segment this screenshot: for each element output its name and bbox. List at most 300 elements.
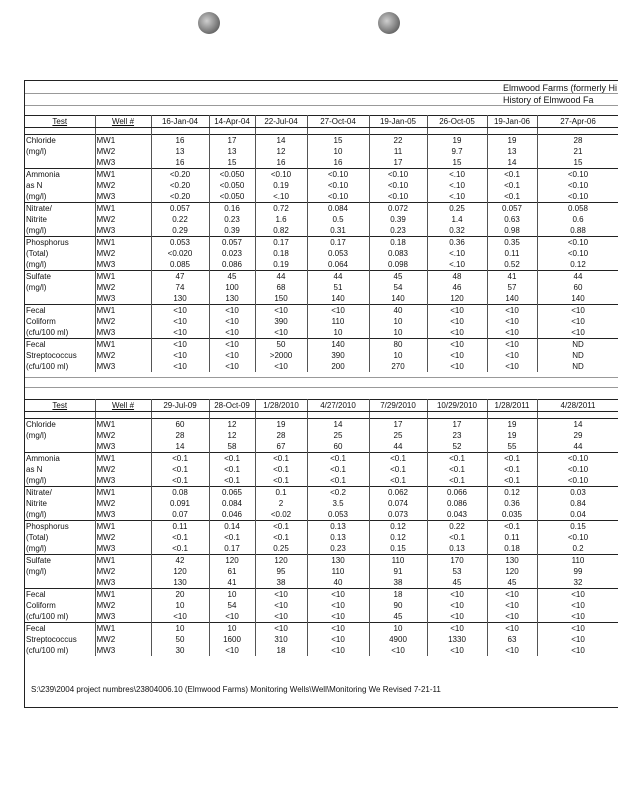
result-cell: 0.12 <box>369 521 427 533</box>
well-id: MW2 <box>95 634 151 645</box>
result-cell: 10 <box>369 327 427 339</box>
result-cell: 130 <box>151 293 209 305</box>
result-cell: <10 <box>151 339 209 351</box>
result-cell: <0.10 <box>537 532 618 543</box>
table-row <box>25 600 618 611</box>
result-cell: 0.98 <box>487 225 537 237</box>
result-cell: 28 <box>151 430 209 441</box>
result-cell: 16 <box>151 135 209 147</box>
test-label: Chloride <box>25 135 95 147</box>
result-cell: 60 <box>151 419 209 431</box>
result-cell: 0.046 <box>209 509 255 521</box>
result-cell: <10 <box>307 305 369 317</box>
result-cell: 0.18 <box>369 237 427 249</box>
result-cell: 0.12 <box>487 487 537 499</box>
result-cell: 110 <box>307 566 369 577</box>
result-cell: <0.050 <box>209 169 255 181</box>
result-cell: <10 <box>209 316 255 327</box>
test-label <box>25 441 95 453</box>
result-cell: 4900 <box>369 634 427 645</box>
result-cell: <0.020 <box>151 248 209 259</box>
test-label: (mg/l) <box>25 475 95 487</box>
result-cell: 25 <box>307 430 369 441</box>
result-cell: 54 <box>369 282 427 293</box>
result-cell: 90 <box>369 600 427 611</box>
result-cell: 200 <box>307 361 369 372</box>
result-cell: 0.6 <box>537 214 618 225</box>
result-cell: <10 <box>487 589 537 601</box>
result-cell: <10 <box>487 623 537 635</box>
well-id: MW3 <box>95 225 151 237</box>
table-row <box>25 441 618 453</box>
result-cell: <10 <box>151 305 209 317</box>
result-cell: <0.1 <box>151 475 209 487</box>
header-date: 1/28/2011 <box>487 400 537 412</box>
test-label: Nitrate/ <box>25 487 95 499</box>
well-id: MW3 <box>95 327 151 339</box>
table-row <box>25 305 618 317</box>
result-cell: <0.1 <box>151 543 209 555</box>
test-label: (cfu/100 ml) <box>25 327 95 339</box>
result-cell: 10 <box>307 146 369 157</box>
well-id: MW2 <box>95 282 151 293</box>
result-cell: <10 <box>537 611 618 623</box>
table-row <box>25 350 618 361</box>
result-cell: 0.11 <box>487 248 537 259</box>
result-cell: 0.074 <box>369 498 427 509</box>
result-cell: 0.13 <box>307 521 369 533</box>
result-cell: <10 <box>487 645 537 656</box>
results-table-2004-2006 <box>25 115 618 372</box>
result-cell: 11 <box>369 146 427 157</box>
result-cell: 0.057 <box>151 203 209 215</box>
result-cell: <10 <box>427 600 487 611</box>
result-cell: 0.13 <box>427 543 487 555</box>
result-cell: <0.10 <box>537 237 618 249</box>
test-label: (mg/l) <box>25 225 95 237</box>
result-cell: <0.1 <box>487 475 537 487</box>
result-cell: 100 <box>209 282 255 293</box>
result-cell: 60 <box>307 441 369 453</box>
header-date: 14-Apr-04 <box>209 116 255 128</box>
result-cell: 0.36 <box>427 237 487 249</box>
table-row <box>25 259 618 271</box>
test-label: Ammonia <box>25 453 95 465</box>
table-row <box>25 282 618 293</box>
result-cell: 19 <box>255 419 307 431</box>
result-cell: 67 <box>255 441 307 453</box>
result-cell: 38 <box>255 577 307 589</box>
result-cell: 1330 <box>427 634 487 645</box>
well-id: MW3 <box>95 259 151 271</box>
table-row <box>25 146 618 157</box>
result-cell: <0.10 <box>369 180 427 191</box>
result-cell: <10 <box>427 361 487 372</box>
result-cell: <0.1 <box>487 464 537 475</box>
result-cell: <10 <box>537 634 618 645</box>
table-row <box>25 316 618 327</box>
result-cell: 0.15 <box>369 543 427 555</box>
test-label <box>25 293 95 305</box>
result-cell: <0.1 <box>487 169 537 181</box>
table-row <box>25 453 618 465</box>
result-cell: 0.72 <box>255 203 307 215</box>
result-cell: 0.18 <box>255 248 307 259</box>
result-cell: 30 <box>151 645 209 656</box>
table-row <box>25 430 618 441</box>
result-cell: 58 <box>209 441 255 453</box>
result-cell: 22 <box>369 135 427 147</box>
punch-hole-right <box>378 12 400 34</box>
result-cell: <0.1 <box>255 464 307 475</box>
well-id: MW3 <box>95 645 151 656</box>
report-title: Elmwood Farms (formerly Hi <box>503 83 618 93</box>
table-row <box>25 248 618 259</box>
result-cell: <10 <box>487 361 537 372</box>
result-cell: <.10 <box>255 191 307 203</box>
result-cell: 0.043 <box>427 509 487 521</box>
table-row <box>25 225 618 237</box>
result-cell: <10 <box>427 339 487 351</box>
result-cell: <0.1 <box>427 532 487 543</box>
result-cell: 42 <box>151 555 209 567</box>
test-label: Ammonia <box>25 169 95 181</box>
result-cell: 53 <box>427 566 487 577</box>
test-label: Fecal <box>25 339 95 351</box>
test-label: (mg/l) <box>25 430 95 441</box>
well-id: MW3 <box>95 441 151 453</box>
table-row <box>25 589 618 601</box>
table-row <box>25 419 618 431</box>
table-row <box>25 611 618 623</box>
result-cell: 0.12 <box>369 532 427 543</box>
well-id: MW1 <box>95 203 151 215</box>
result-cell: 390 <box>307 350 369 361</box>
result-cell: <0.1 <box>151 532 209 543</box>
result-cell: 0.035 <box>487 509 537 521</box>
result-cell: 25 <box>369 430 427 441</box>
result-cell: 60 <box>537 282 618 293</box>
header-date: 1/28/2010 <box>255 400 307 412</box>
result-cell: 0.058 <box>537 203 618 215</box>
result-cell: 140 <box>307 293 369 305</box>
result-cell: 14 <box>151 441 209 453</box>
test-label: (mg/l) <box>25 566 95 577</box>
result-cell: 44 <box>369 441 427 453</box>
test-label: (cfu/100 ml) <box>25 645 95 656</box>
result-cell: 0.057 <box>487 203 537 215</box>
well-id: MW3 <box>95 475 151 487</box>
result-cell: 130 <box>487 555 537 567</box>
result-cell: <10 <box>427 645 487 656</box>
test-label: (Total) <box>25 248 95 259</box>
result-cell: <10 <box>307 645 369 656</box>
result-cell: 15 <box>537 157 618 169</box>
result-cell: 0.63 <box>487 214 537 225</box>
result-cell: <10 <box>427 623 487 635</box>
result-cell: <0.10 <box>537 453 618 465</box>
result-cell: 46 <box>427 282 487 293</box>
result-cell: 110 <box>537 555 618 567</box>
table-row <box>25 191 618 203</box>
table-row <box>25 237 618 249</box>
well-id: MW1 <box>95 305 151 317</box>
result-cell: <0.1 <box>151 464 209 475</box>
result-cell: ND <box>537 350 618 361</box>
result-cell: <10 <box>427 316 487 327</box>
result-cell: 110 <box>307 316 369 327</box>
well-id: MW1 <box>95 419 151 431</box>
result-cell: 55 <box>487 441 537 453</box>
result-cell: 80 <box>369 339 427 351</box>
result-cell: 29 <box>537 430 618 441</box>
result-cell: <0.1 <box>255 453 307 465</box>
header-date: 26-Oct-05 <box>427 116 487 128</box>
result-cell: 120 <box>209 555 255 567</box>
result-cell: 74 <box>151 282 209 293</box>
result-cell: <0.1 <box>209 475 255 487</box>
result-cell: <0.1 <box>209 532 255 543</box>
result-cell: 14 <box>307 419 369 431</box>
result-cell: 0.057 <box>209 237 255 249</box>
well-id: MW2 <box>95 248 151 259</box>
test-label: as N <box>25 180 95 191</box>
result-cell: 0.072 <box>369 203 427 215</box>
table-row <box>25 339 618 351</box>
table-row <box>25 327 618 339</box>
result-cell: 0.18 <box>487 543 537 555</box>
well-id: MW2 <box>95 498 151 509</box>
test-label: Nitrate/ <box>25 203 95 215</box>
table-row <box>25 464 618 475</box>
result-cell: 16 <box>255 157 307 169</box>
result-cell: <10 <box>209 305 255 317</box>
result-cell: 10 <box>209 589 255 601</box>
result-cell: <0.10 <box>537 180 618 191</box>
header-date: 4/27/2010 <box>307 400 369 412</box>
result-cell: <10 <box>255 327 307 339</box>
result-cell: 1600 <box>209 634 255 645</box>
well-id: MW1 <box>95 237 151 249</box>
result-cell: <10 <box>307 623 369 635</box>
result-cell: 28 <box>537 135 618 147</box>
result-cell: <10 <box>537 600 618 611</box>
result-cell: 45 <box>209 271 255 283</box>
result-cell: 170 <box>427 555 487 567</box>
result-cell: <10 <box>487 600 537 611</box>
result-cell: <0.1 <box>307 475 369 487</box>
result-cell: 0.29 <box>151 225 209 237</box>
table-row <box>25 293 618 305</box>
result-cell: 63 <box>487 634 537 645</box>
table-row <box>25 203 618 215</box>
well-id: MW2 <box>95 600 151 611</box>
well-id: MW3 <box>95 611 151 623</box>
result-cell: 15 <box>209 157 255 169</box>
table-row <box>25 157 618 169</box>
result-cell: <10 <box>427 611 487 623</box>
result-cell: 54 <box>209 600 255 611</box>
well-id: MW3 <box>95 191 151 203</box>
result-cell: <0.10 <box>255 169 307 181</box>
result-cell: ND <box>537 361 618 372</box>
result-cell: 3.5 <box>307 498 369 509</box>
spreadsheet-page <box>24 80 618 708</box>
test-label: Fecal <box>25 589 95 601</box>
result-cell: 0.19 <box>255 180 307 191</box>
result-cell: 0.17 <box>209 543 255 555</box>
result-cell: <10 <box>427 350 487 361</box>
header-date: 27-Oct-04 <box>307 116 369 128</box>
result-cell: 0.82 <box>255 225 307 237</box>
result-cell: 140 <box>487 293 537 305</box>
table-row <box>25 169 618 181</box>
result-cell: 0.16 <box>209 203 255 215</box>
result-cell: <0.1 <box>369 475 427 487</box>
result-cell: 17 <box>209 135 255 147</box>
table-row <box>25 509 618 521</box>
result-cell: 0.07 <box>151 509 209 521</box>
result-cell: <0.1 <box>487 453 537 465</box>
result-cell: 44 <box>537 271 618 283</box>
header-date: 19-Jan-06 <box>487 116 537 128</box>
result-cell: 0.084 <box>209 498 255 509</box>
result-cell: <0.10 <box>537 191 618 203</box>
result-cell: <0.10 <box>537 475 618 487</box>
result-cell: <0.20 <box>151 191 209 203</box>
result-cell: 120 <box>255 555 307 567</box>
result-cell: 0.023 <box>209 248 255 259</box>
punch-hole-left <box>198 12 220 34</box>
file-path-footer: S:\239\2004 project numbres\23804006.10 (Elmwood Farms) Monitoring Wells\Well\Monitoring We Revised 7-21-11 <box>31 685 441 694</box>
result-cell: <10 <box>209 339 255 351</box>
result-cell: 270 <box>369 361 427 372</box>
result-cell: 10 <box>307 327 369 339</box>
result-cell: 0.098 <box>369 259 427 271</box>
result-cell: 50 <box>255 339 307 351</box>
result-cell: 13 <box>487 146 537 157</box>
test-label: Phosphorus <box>25 237 95 249</box>
header-date: 10/29/2010 <box>427 400 487 412</box>
result-cell: 0.11 <box>487 532 537 543</box>
result-cell: 95 <box>255 566 307 577</box>
result-cell: 20 <box>151 589 209 601</box>
result-cell: 0.073 <box>369 509 427 521</box>
result-cell: 0.5 <box>307 214 369 225</box>
result-cell: 0.17 <box>255 237 307 249</box>
result-cell: 0.065 <box>209 487 255 499</box>
result-cell: <10 <box>537 305 618 317</box>
result-cell: 10 <box>369 316 427 327</box>
result-cell: 0.084 <box>307 203 369 215</box>
result-cell: 0.053 <box>151 237 209 249</box>
test-label: (cfu/100 ml) <box>25 361 95 372</box>
test-label: (mg/l) <box>25 282 95 293</box>
table-row <box>25 577 618 589</box>
table-row <box>25 271 618 283</box>
test-label: Fecal <box>25 305 95 317</box>
result-cell: <10 <box>255 611 307 623</box>
header-test: Test <box>25 116 95 128</box>
result-cell: <10 <box>255 361 307 372</box>
result-cell: <0.10 <box>537 169 618 181</box>
result-cell: 0.085 <box>151 259 209 271</box>
result-cell: 44 <box>537 441 618 453</box>
result-cell: 150 <box>255 293 307 305</box>
result-cell: 17 <box>427 419 487 431</box>
result-cell: <.10 <box>427 259 487 271</box>
header-well: Well # <box>95 116 151 128</box>
result-cell: <10 <box>255 589 307 601</box>
result-cell: <0.02 <box>255 509 307 521</box>
result-cell: <10 <box>537 589 618 601</box>
test-label: Nitrite <box>25 498 95 509</box>
result-cell: <10 <box>487 350 537 361</box>
result-cell: 14 <box>487 157 537 169</box>
result-cell: 18 <box>255 645 307 656</box>
report-subtitle: History of Elmwood Fa <box>503 95 594 105</box>
result-cell: 0.08 <box>151 487 209 499</box>
result-cell: 45 <box>369 271 427 283</box>
result-cell: <0.10 <box>307 180 369 191</box>
result-cell: 21 <box>537 146 618 157</box>
well-id: MW2 <box>95 316 151 327</box>
result-cell: 0.15 <box>537 521 618 533</box>
result-cell: <0.1 <box>255 475 307 487</box>
result-cell: <10 <box>487 316 537 327</box>
result-cell: <0.1 <box>255 521 307 533</box>
result-cell: <0.1 <box>255 532 307 543</box>
result-cell: 40 <box>369 305 427 317</box>
result-cell: <10 <box>369 645 427 656</box>
result-cell: <10 <box>487 611 537 623</box>
result-cell: 44 <box>255 271 307 283</box>
result-cell: <10 <box>151 316 209 327</box>
result-cell: 0.091 <box>151 498 209 509</box>
test-label: as N <box>25 464 95 475</box>
result-cell: <0.1 <box>427 464 487 475</box>
table-row <box>25 623 618 635</box>
result-cell: 120 <box>487 566 537 577</box>
well-id: MW1 <box>95 589 151 601</box>
well-id: MW1 <box>95 555 151 567</box>
result-cell: 14 <box>537 419 618 431</box>
test-label: Streptococcus <box>25 634 95 645</box>
result-cell: <.10 <box>427 248 487 259</box>
test-label: (mg/l) <box>25 146 95 157</box>
table-row <box>25 532 618 543</box>
result-cell: 12 <box>209 430 255 441</box>
result-cell: <0.1 <box>487 191 537 203</box>
result-cell: <10 <box>209 645 255 656</box>
well-id: MW1 <box>95 623 151 635</box>
result-cell: 19 <box>427 135 487 147</box>
result-cell: 12 <box>255 146 307 157</box>
result-cell: <10 <box>151 361 209 372</box>
result-cell: 10 <box>369 350 427 361</box>
result-cell: 0.2 <box>537 543 618 555</box>
result-cell: 12 <box>209 419 255 431</box>
result-cell: 0.84 <box>537 498 618 509</box>
result-cell: 15 <box>427 157 487 169</box>
result-cell: 0.22 <box>151 214 209 225</box>
test-label <box>25 157 95 169</box>
result-cell: <10 <box>537 327 618 339</box>
result-cell: 10 <box>369 623 427 635</box>
test-label: (Total) <box>25 532 95 543</box>
well-id: MW2 <box>95 464 151 475</box>
result-cell: <10 <box>151 327 209 339</box>
